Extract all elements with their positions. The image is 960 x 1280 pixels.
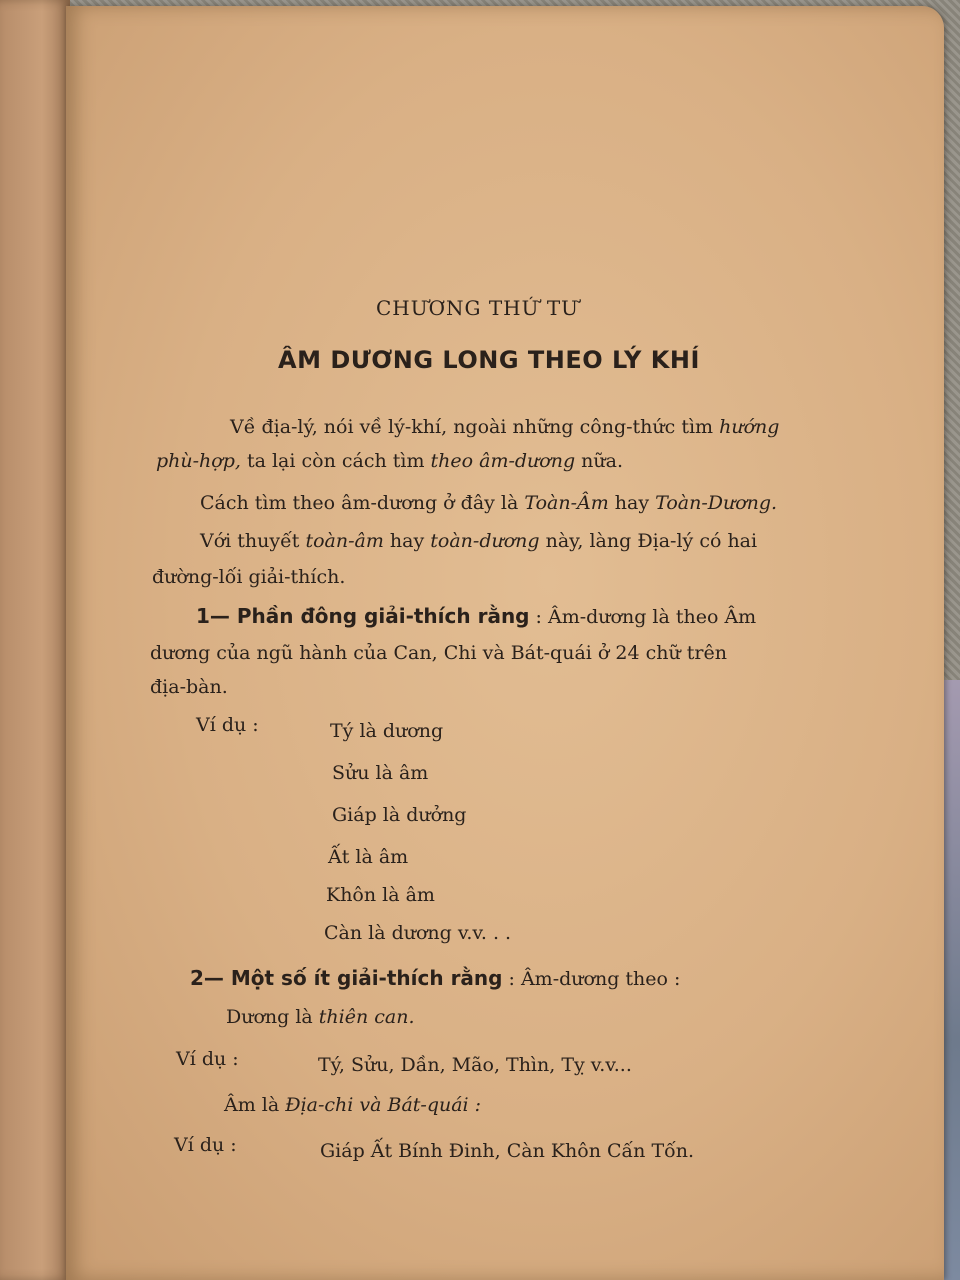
example2-text: Tý, Sửu, Dần, Mão, Thìn, Tỵ v.v... [318, 1054, 632, 1076]
para1-line2: phù-hợp, ta lại còn cách tìm theo âm-dương nữa. [156, 450, 624, 472]
example1-item: Sửu là âm [332, 762, 429, 784]
example3-text: Giáp Ất Bính Đinh, Càn Khôn Cấn Tốn. [320, 1140, 695, 1162]
am-line: Âm là Địa-chi và Bát-quái : [224, 1094, 482, 1116]
example1-item: Ất là âm [328, 846, 409, 868]
para1-line1: Về địa-lý, nói về lý-khí, ngoài những công-thức tìm hướng [230, 416, 780, 438]
example2-label: Ví dụ : [176, 1048, 239, 1070]
example1-item: Càn là dương v.v. . . [324, 922, 512, 944]
example1-label: Ví dụ : [196, 714, 259, 736]
example1-item: Giáp là dưởng [332, 804, 467, 826]
item1-line2: dương của ngũ hành của Can, Chi và Bát-quái ở 24 chữ trên [150, 642, 727, 664]
example1-item: Tý là dương [330, 720, 444, 742]
para3-line1: Với thuyết toàn-âm hay toàn-dương này, làng Địa-lý có hai [200, 530, 758, 552]
item2-line1: 2— Một số ít giải-thích rằng : Âm-dương theo : [190, 966, 681, 990]
para3-line2: đường-lối giải-thích. [152, 566, 346, 588]
chapter-title: ÂM DƯƠNG LONG THEO LÝ KHÍ [278, 346, 700, 374]
item1-line3: địa-bàn. [150, 676, 228, 698]
para2-line1: Cách tìm theo âm-dương ở đây là Toàn-Âm hay Toàn-Dương. [200, 492, 778, 514]
previous-page-edge [0, 0, 70, 1280]
item2-line2: Dương là thiên can. [226, 1006, 415, 1028]
item1-line1: 1— Phần đông giải-thích rằng : Âm-dương là theo Âm [196, 604, 757, 628]
example3-label: Ví dụ : [174, 1134, 237, 1156]
example1-item: Khôn là âm [326, 884, 435, 906]
chapter-heading: CHƯƠNG THỨ TƯ [376, 296, 580, 320]
